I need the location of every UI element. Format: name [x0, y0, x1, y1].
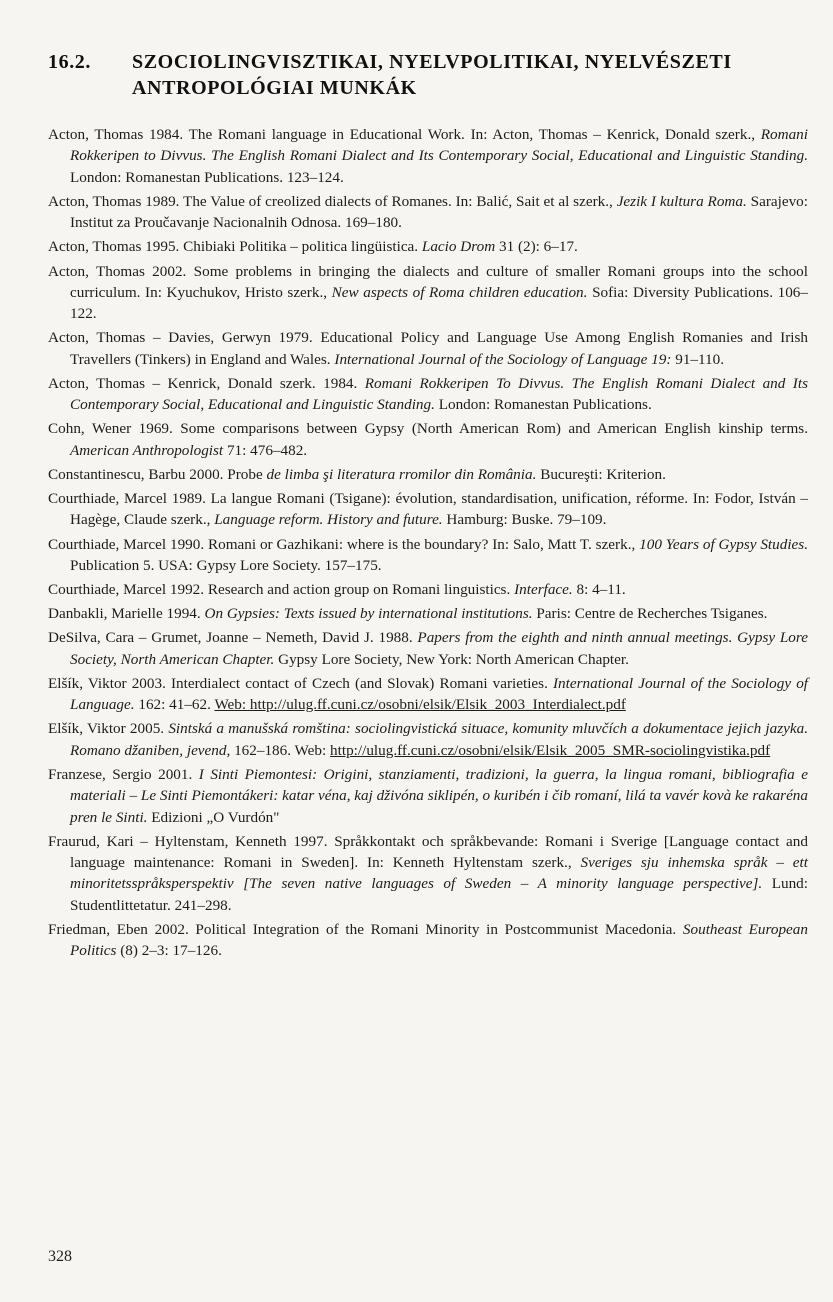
reference-text: London: Romanestan Publications. — [434, 396, 652, 414]
reference-text: Gypsy Lore Society, New York: North American Chapter. — [274, 650, 629, 668]
reference-text: 162: 41–62. — [134, 696, 215, 714]
reference-entry — [48, 327, 808, 370]
reference-web-link[interactable]: Web: http://ulug.ff.cuni.cz/osobni/elsik/Elsik_2003_Interdialect.pdf — [214, 696, 626, 714]
reference-entry — [48, 627, 808, 670]
reference-text: Acton, Thomas 1984. The Romani language in Educational Work. In: Acton, Thomas – Kenrick, Donald szerk., — [48, 126, 761, 143]
reference-entry — [48, 488, 808, 531]
reference-text: Courthiade, Marcel 1989. La langue Romani (Tsigane): évolution, standardisation, unification, réforme. In: Fodor, István – Hagège, Claude szerk., — [48, 490, 808, 529]
reference-text: Hamburg: Buske. 79–109. — [442, 511, 607, 529]
reference-entry — [48, 124, 808, 188]
reference-title: Sveriges sju inhemska språk – ett minoritetsspråksperspektiv [The seven native languages of Sweden – A minority language perspective]. — [70, 854, 808, 893]
reference-entry — [48, 261, 808, 325]
reference-entry — [48, 418, 808, 461]
reference-title: Lacio Drom — [421, 238, 496, 256]
reference-title: Language reform. History and future. — [214, 511, 443, 529]
reference-text: Acton, Thomas 1989. The Value of creolized dialects of Romanes. In: Balić, Sait et al szerk., — [48, 192, 617, 210]
reference-title: American Anthropologist — [70, 441, 224, 459]
reference-entry — [48, 718, 808, 761]
reference-entry — [48, 464, 808, 485]
reference-title: Romani Rokkeripen to Divvus. The English Romani Dialect and Its Contemporary Social, Educational and Linguistic Standing. — [70, 126, 808, 165]
reference-text: Edizioni „O Vurdón" — [147, 808, 280, 826]
reference-text: 71: 476–482. — [223, 441, 308, 459]
reference-list — [48, 124, 808, 964]
reference-title: Interface. — [514, 581, 573, 598]
reference-entry — [48, 534, 808, 577]
reference-title: International Journal of the Sociology of Language 19: — [334, 350, 672, 368]
reference-text: Acton, Thomas 1995. Chibiaki Politika – politica lingüistica. — [48, 238, 422, 256]
reference-text: Franzese, Sergio 2001. — [48, 765, 199, 783]
reference-title: Papers from the eighth and ninth annual meetings. Gypsy Lore Society, North American Chapter. — [70, 629, 808, 668]
reference-title: Sintská a manušská romština: sociolingvistická situace, komunity mluvčích a dokumentace jejich jazyka. Romano džaniben, jevend, — [70, 720, 808, 759]
reference-web-link[interactable]: http://ulug.ff.cuni.cz/osobni/elsik/Elsik_2005_SMR-sociolingvistika.pdf — [330, 741, 771, 759]
reference-entry — [48, 191, 808, 234]
reference-title: I Sinti Piemontesi: Origini, stanziamenti, tradizioni, la guerra, la lingua romani, bibliografia e materiali – Le Sinti Piemontákeri: katar véna, kaj dživóna siklipén, o kuribén i čib romaní, lilá ta vavér kovà ke rakaréna pren le Sinti. — [70, 765, 809, 826]
reference-title: 100 Years of Gypsy Studies. — [639, 535, 808, 553]
reference-text: Elšík, Viktor 2003. Interdialect contact of Czech (and Slovak) Romani varieties. — [48, 674, 553, 692]
reference-text: Bucureşti: Kriterion. — [536, 465, 666, 483]
reference-text: (8) 2–3: 17–126. — [116, 942, 222, 960]
reference-text: 8: 4–11. — [572, 581, 626, 598]
reference-text: Courthiade, Marcel 1990. Romani or Gazhikani: where is the boundary? In: Salo, Matt T. szerk., — [48, 535, 640, 553]
reference-text: DeSilva, Cara – Grumet, Joanne – Nemeth, David J. 1988. — [48, 629, 418, 647]
reference-text: 31 (2): 6–17. — [495, 238, 578, 256]
reference-text: Acton, Thomas 2002. Some problems in bringing the dialects and culture of smaller Romani groups into the school curriculum. In: Kyuchukov, Hristo szerk., — [48, 262, 808, 301]
reference-entry — [48, 373, 808, 416]
page-number: 328 — [48, 1248, 72, 1265]
reference-entry — [48, 579, 808, 600]
reference-text: Sofia: Diversity Publications. 106–122. — [70, 283, 808, 323]
reference-entry — [48, 236, 808, 257]
reference-entry — [48, 919, 808, 962]
reference-text: Paris: Centre de Recherches Tsiganes. — [532, 605, 768, 623]
reference-entry — [48, 603, 808, 624]
reference-text: Fraurud, Kari – Hyltenstam, Kenneth 1997. Språkkontakt och språkbevande: Romani i Sverige [Language contact and language maintenance: Romani in Sweden]. In: Kenneth Hyltenstam szerk., — [48, 832, 808, 871]
reference-title: Romani Rokkeripen To Divvus. The English Romani Dialect and Its Contemporary Social, Educational and Linguistic Standing. — [70, 374, 808, 414]
reference-text: Lund: Studentlittetatur. 241–298. — [70, 875, 808, 914]
reference-title: International Journal of the Sociology of Language. — [70, 674, 809, 714]
reference-text: Courthiade, Marcel 1992. Research and action group on Romani linguistics. — [48, 581, 515, 598]
reference-text: Acton, Thomas – Kenrick, Donald szerk. 1984. — [48, 374, 365, 392]
reference-text: Cohn, Wener 1969. Some comparisons between Gypsy (North American Rom) and American English kinship terms. — [48, 420, 808, 438]
reference-text: London: Romanestan Publications. 123–124. — [70, 168, 344, 186]
reference-text: Danbakli, Marielle 1994. — [48, 605, 205, 623]
reference-title: de limba şi literatura rromilor din România. — [266, 465, 537, 483]
reference-entry — [48, 831, 808, 917]
reference-text: Elšík, Viktor 2005. — [48, 720, 169, 738]
reference-text: Sarajevo: Institut za Proučavanje Nacionalnih Odnosa. 169–180. — [70, 192, 808, 232]
section-number: 16.2. — [48, 51, 91, 73]
reference-text: Acton, Thomas – Davies, Gerwyn 1979. Educational Policy and Language Use Among English Romanies and Irish Travellers (Tinkers) in England and Wales. — [48, 329, 808, 368]
reference-title: Jezik I kultura Roma. — [616, 192, 747, 210]
section-title-line-1: SZOCIOLINGVISZTIKAI, NYELVPOLITIKAI, NYELVÉSZETI — [132, 51, 732, 73]
reference-text: Friedman, Eben 2002. Political Integration of the Romani Minority in Postcommunist Macedonia. — [48, 920, 683, 938]
section-title-line-2: ANTROPOLÓGIAI MUNKÁK — [132, 77, 417, 99]
reference-title: On Gypsies: Texts issued by international institutions. — [204, 605, 533, 623]
reference-title: Southeast European Politics — [70, 920, 808, 960]
reference-title: New aspects of Roma children education. — [331, 283, 588, 301]
reference-text: 162–186. Web: — [230, 741, 331, 759]
reference-text: Constantinescu, Barbu 2000. Probe — [48, 465, 267, 483]
reference-text: Publication 5. USA: Gypsy Lore Society. 157–175. — [70, 556, 382, 574]
reference-text: 91–110. — [671, 350, 725, 368]
reference-entry — [48, 673, 808, 716]
reference-entry — [48, 764, 808, 828]
